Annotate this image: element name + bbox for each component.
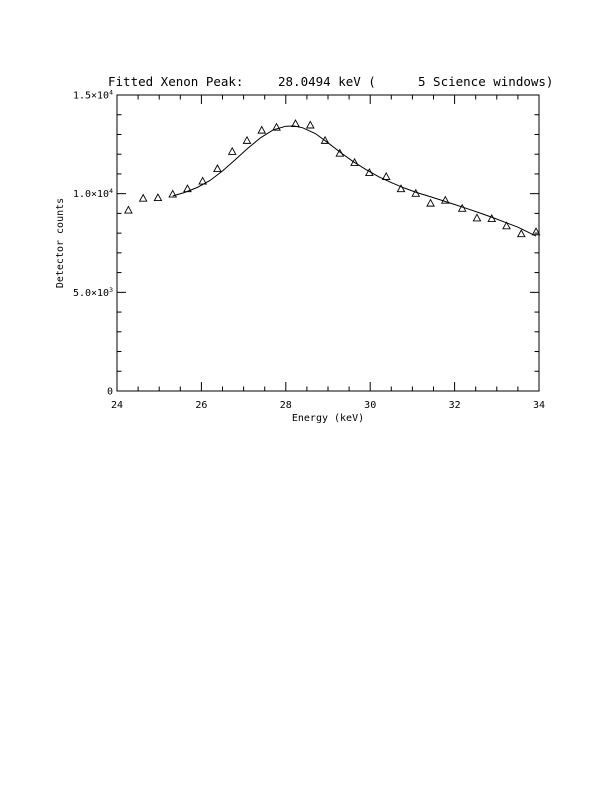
y-axis-label: Detector counts [55,197,66,289]
data-markers [125,120,540,237]
x-tick-label: 28 [279,400,292,411]
chart-title-part-1: Fitted Xenon Peak: [108,74,244,89]
y-tick-label: $1.5\times 10^4$ [72,88,113,102]
data-point [229,148,236,155]
x-tick-label: 24 [110,400,124,411]
data-point [140,195,147,202]
tick-labels [73,89,545,412]
plot-frame [117,95,539,391]
data-point [243,137,250,144]
fit-curve [173,126,536,236]
data-point [307,121,314,128]
x-tick-label: 34 [532,400,546,411]
data-point [125,206,132,213]
chart-title-part-2: 28.0494 keV ( [278,74,376,89]
y-tick-label: $1.0\times 10^4$ [72,187,113,201]
x-tick-label: 30 [364,400,377,411]
data-point [214,165,221,172]
data-point [169,190,176,197]
data-point [473,214,480,221]
data-point [427,200,434,207]
x-tick-label: 26 [195,400,208,411]
axis-ticks [117,95,539,391]
y-tick-label: 0 [106,386,113,398]
data-point [258,127,265,134]
data-point [383,173,390,180]
x-tick-label: 32 [448,400,461,411]
chart-title-part-3: 5 Science windows) [418,74,554,89]
x-axis-label: Energy (keV) [291,413,365,424]
data-point [518,230,525,237]
data-point [154,194,161,201]
y-tick-label: $5.0\times 10^3$ [72,285,113,299]
